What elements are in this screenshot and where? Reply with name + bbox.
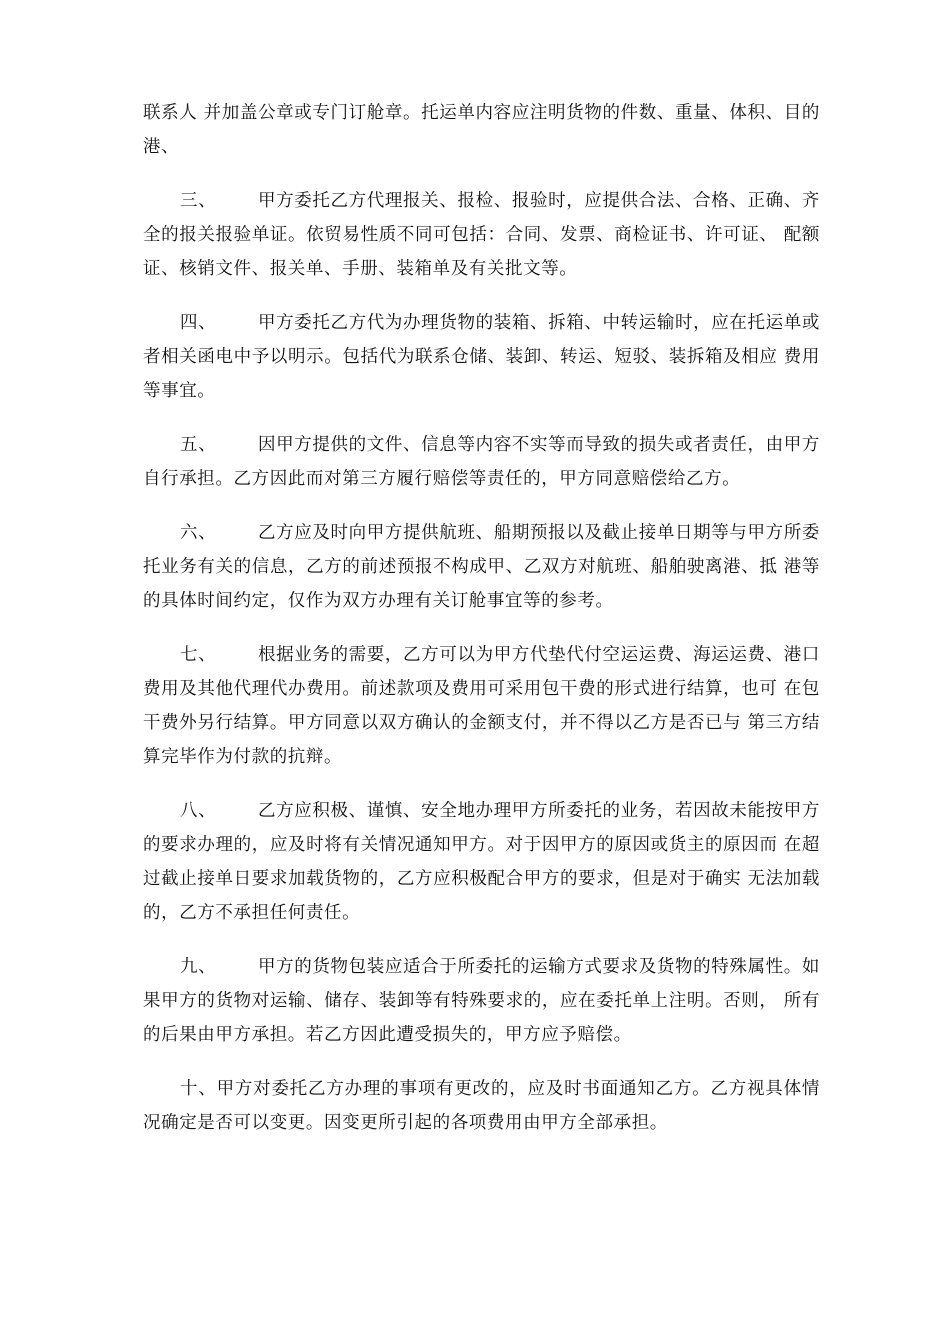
clause-text: 乙方应积极、谨慎、安全地办理甲方所委托的业务，若因故未能按甲方 的要求办理的，应及时将有关情况通知甲方。对于因甲方的原因或货主的原因而 在超过截止接单日要求加载货物的，乙方应积极配合甲方的要求，但是对于确实 无法加载的，乙方不承担任何责任。 bbox=[143, 801, 820, 923]
clause-number: 七、 bbox=[180, 645, 217, 665]
clause-3 bbox=[143, 184, 820, 286]
clause-number: 六、 bbox=[180, 523, 217, 543]
clause-text: 因甲方提供的文件、信息等内容不实等而导致的损失或者责任，由甲方 自行承担。乙方因此而对第三方履行赔偿等责任的，甲方同意赔偿给乙方。 bbox=[143, 435, 820, 489]
clause-5 bbox=[143, 428, 820, 496]
clause-number: 八、 bbox=[180, 801, 217, 821]
clause-number: 九、 bbox=[180, 957, 217, 977]
clause-number: 四、 bbox=[180, 313, 217, 333]
clause-number: 五、 bbox=[180, 435, 217, 455]
clause-text: 甲方对委托乙方办理的事项有更改的，应及时书面通知乙方。乙方视具体情况确定是否可以变更。因变更所引起的各项费用由甲方全部承担。 bbox=[143, 1079, 820, 1133]
clause-text: 根据业务的需要，乙方可以为甲方代垫代付空运运费、海运运费、港口 费用及其他代理代办费用。前述款项及费用可采用包干费的形式进行结算，也可 在包干费外另行结算。甲方同意以双方确认的金额支付，并不得以乙方是否已与 第三方结算完毕作为付款的抗辩。 bbox=[143, 645, 820, 767]
clause-number: 十、 bbox=[180, 1079, 217, 1099]
clause-6 bbox=[143, 516, 820, 618]
clause-9 bbox=[143, 950, 820, 1052]
clause-text: 乙方应及时向甲方提供航班、船期预报以及截止接单日期等与甲方所委 托业务有关的信息，乙方的前述预报不构成甲、乙双方对航班、船舶驶离港、抵 港等的具体时间约定，仅作为双方办理有关订舱事宜等的参考。 bbox=[143, 523, 820, 611]
clause-text: 甲方的货物包装应适合于所委托的运输方式要求及货物的特殊属性。如 果甲方的货物对运输、储存、装卸等有特殊要求的，应在委托单上注明。否则， 所有的后果由甲方承担。若乙方因此遭受损失的，甲方应予赔偿。 bbox=[143, 957, 820, 1045]
clause-8 bbox=[143, 794, 820, 930]
clause-number: 三、 bbox=[180, 191, 217, 211]
clause-7 bbox=[143, 638, 820, 774]
document-page bbox=[143, 96, 820, 1160]
clause-10 bbox=[143, 1072, 820, 1140]
clause-4 bbox=[143, 306, 820, 408]
paragraph-text: 联系人 并加盖公章或专门订舱章。托运单内容应注明货物的件数、重量、体积、目的港、 bbox=[143, 103, 820, 157]
clause-text: 甲方委托乙方代理报关、报检、报验时，应提供合法、合格、正确、齐 全的报关报验单证。依贸易性质不同可包括：合同、发票、商检证书、许可证、 配额证、核销文件、报关单、手册、装箱单及有关批文等。 bbox=[143, 191, 820, 279]
paragraph-continuation bbox=[143, 96, 820, 164]
clause-text: 甲方委托乙方代为办理货物的装箱、拆箱、中转运输时，应在托运单或 者相关函电中予以明示。包括代为联系仓储、装卸、转运、短驳、装拆箱及相应 费用等事宜。 bbox=[143, 313, 820, 401]
